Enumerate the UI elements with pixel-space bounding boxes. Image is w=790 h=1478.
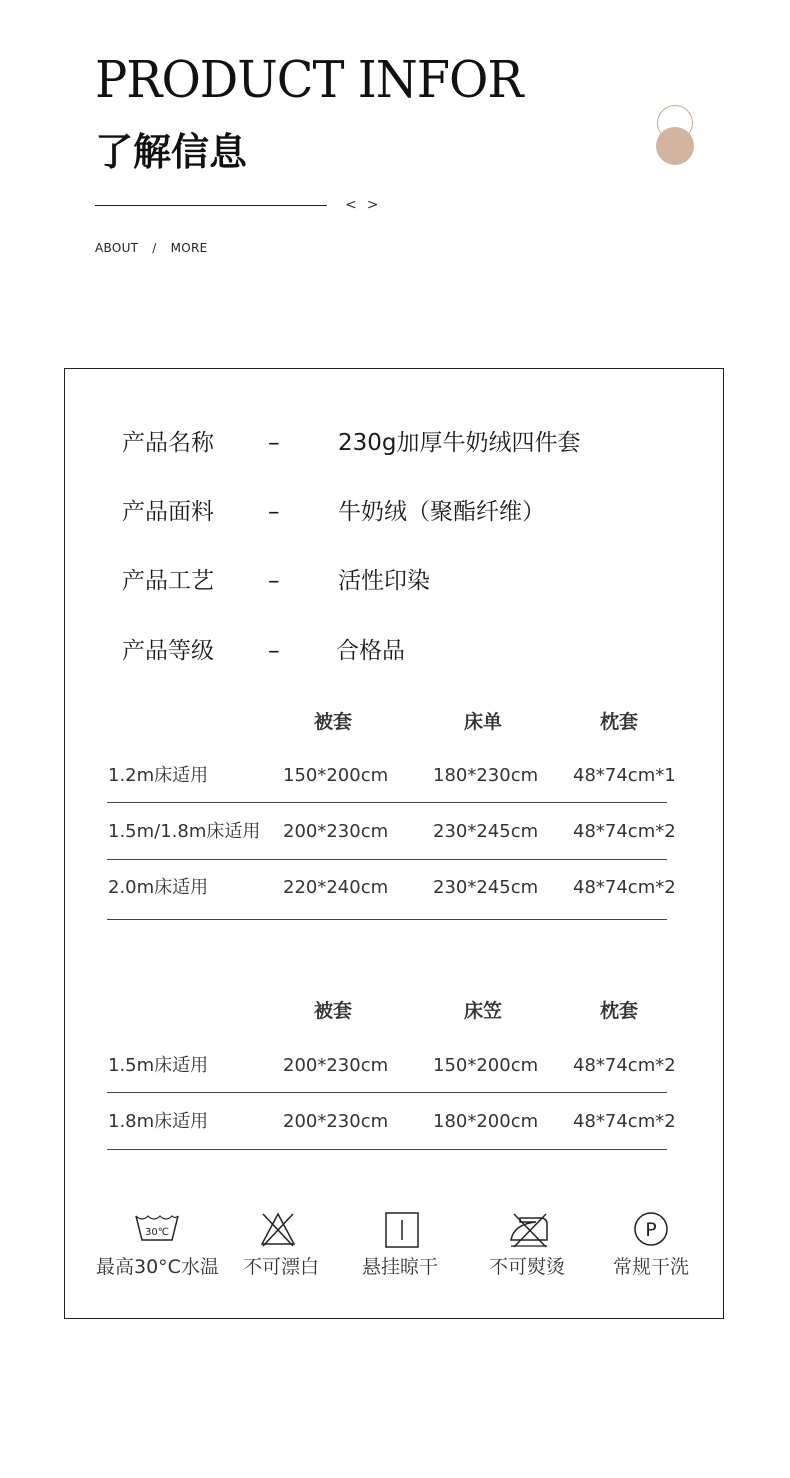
info-dash: – [268,638,280,664]
info-value-grade: 合格品 [336,638,405,664]
page-title-cn: 了解信息 [95,130,248,174]
info-label-name: 产品名称 [122,430,214,456]
table1-row1-pillow: 48*74cm*1 [573,765,676,786]
table2-row2-fitted: 180*200cm [433,1111,539,1132]
table1-row3-duvet: 220*240cm [283,877,389,898]
info-value-process: 活性印染 [338,568,430,594]
table1-row3-pillow: 48*74cm*2 [573,877,676,898]
table1-header-duvet: 被套 [314,711,353,733]
table1-header-sheet: 床单 [464,711,503,733]
table-row-divider [107,919,667,920]
table-row-divider [107,859,667,860]
no-iron-icon [506,1210,552,1250]
table-row-divider [107,1149,667,1150]
care-label-no-bleach: 不可漂白 [243,1256,320,1278]
table1-row3-size: 2.0m床适用 [108,877,209,898]
nav-arrows [345,198,388,212]
info-label-fabric: 产品面料 [122,499,214,525]
table2-header-fitted-sheet: 床笠 [464,1000,503,1022]
table1-row2-pillow: 48*74cm*2 [573,821,676,842]
page-title-en: PRODUCT INFOR [95,50,523,110]
breadcrumb-more[interactable]: MORE [170,241,208,255]
breadcrumb [95,242,208,254]
table1-row1-size: 1.2m床适用 [108,765,209,786]
table2-row1-size: 1.5m床适用 [108,1055,209,1076]
info-value-fabric: 牛奶绒（聚酯纤维） [338,499,545,525]
table2-row1-pillow: 48*74cm*2 [573,1055,676,1076]
care-label-wash: 最高30°C水温 [96,1256,219,1278]
care-label-no-iron: 不可熨烫 [489,1256,566,1278]
wash-30-icon [134,1210,180,1250]
table2-row2-pillow: 48*74cm*2 [573,1111,676,1132]
care-label-dry-clean: 常规干洗 [613,1256,690,1278]
table2-row2-size: 1.8m床适用 [108,1111,209,1132]
table2-row1-fitted: 150*200cm [433,1055,539,1076]
hang-dry-icon [379,1210,425,1250]
table2-header-duvet: 被套 [314,1000,353,1022]
svg-text:30℃: 30℃ [145,1227,169,1238]
table1-row2-size: 1.5m/1.8m床适用 [108,821,261,842]
table1-row1-duvet: 150*200cm [283,765,389,786]
no-bleach-icon [255,1210,301,1250]
care-label-hang-dry: 悬挂晾干 [362,1256,439,1278]
table1-row2-sheet: 230*245cm [433,821,539,842]
breadcrumb-about[interactable]: ABOUT [95,241,139,255]
breadcrumb-separator: / [152,241,157,255]
info-value-name: 230g加厚牛奶绒四件套 [338,430,581,456]
info-dash: – [268,499,280,525]
table1-row3-sheet: 230*245cm [433,877,539,898]
title-divider [95,205,327,206]
dry-clean-p-icon [628,1210,674,1250]
info-dash: – [268,568,280,594]
table2-row2-duvet: 200*230cm [283,1111,389,1132]
info-label-process: 产品工艺 [122,568,214,594]
table2-header-pillowcase: 枕套 [600,1000,639,1022]
table-row-divider [107,802,667,803]
info-dash: – [268,430,280,456]
table2-row1-duvet: 200*230cm [283,1055,389,1076]
table1-header-pillowcase: 枕套 [600,711,639,733]
next-arrow-icon[interactable]: > [366,197,389,213]
table1-row1-sheet: 180*230cm [433,765,539,786]
table1-row2-duvet: 200*230cm [283,821,389,842]
decor-circle-filled [656,127,694,165]
prev-arrow-icon[interactable]: < [345,197,367,213]
svg-text:P: P [645,1219,657,1241]
info-label-grade: 产品等级 [122,638,214,664]
table-row-divider [107,1092,667,1093]
